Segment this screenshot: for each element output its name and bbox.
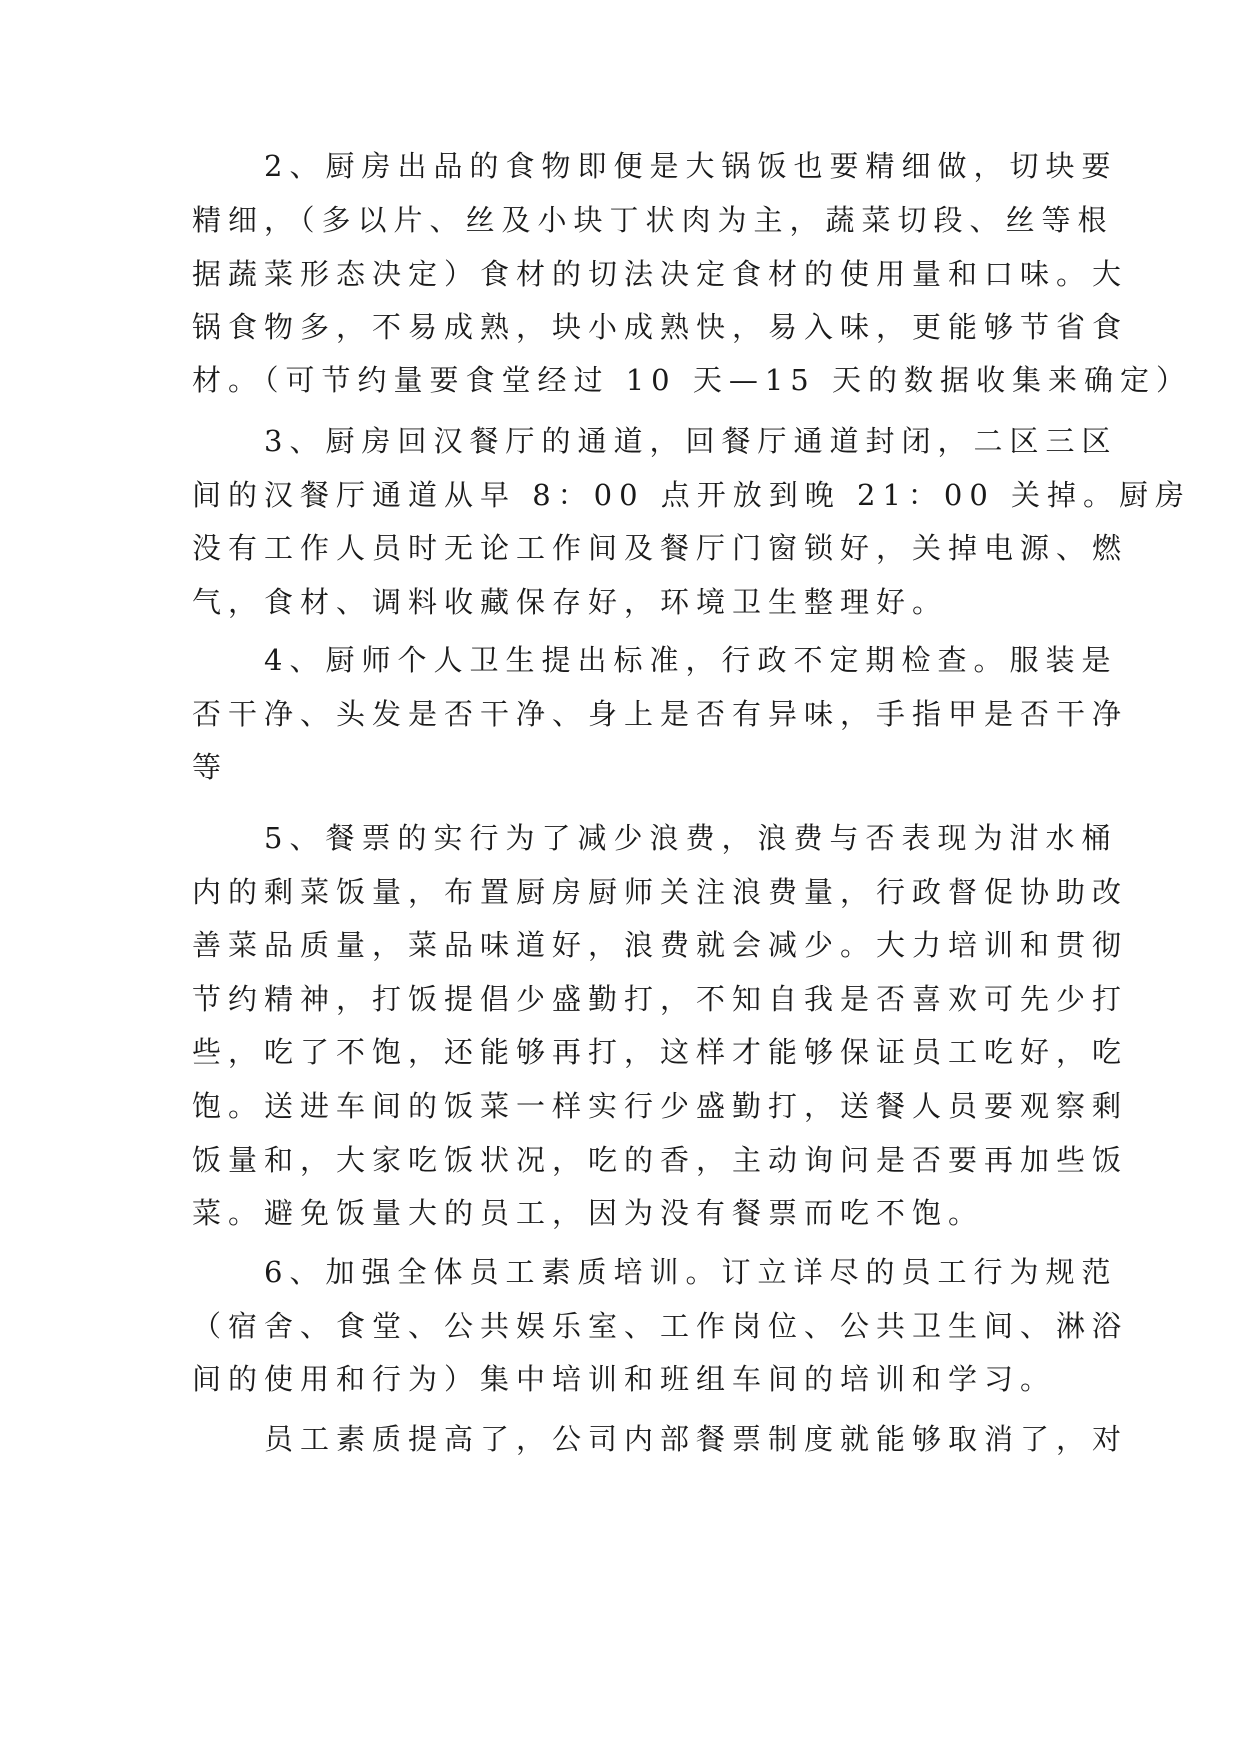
text-line: 善菜品质量，菜品味道好，浪费就会减少。大力培训和贯彻 <box>192 928 1129 962</box>
text-line: 4、厨师个人卫生提出标准，行政不定期检查。服装是 <box>192 643 1118 677</box>
text-line: 材。（可节约量要食堂经过 10 天—15 天的数据收集来确定） <box>192 363 1192 397</box>
text-line: 节约精神，打饭提倡少盛勤打，不知自我是否喜欢可先少打 <box>192 982 1129 1016</box>
text-line: 锅食物多，不易成熟，块小成熟快，易入味，更能够节省食 <box>192 310 1129 344</box>
text-line: 否干净、头发是否干净、身上是否有异味，手指甲是否干净 <box>192 697 1129 731</box>
text-line: 没有工作人员时无论工作间及餐厅门窗锁好，关掉电源、燃 <box>192 531 1129 565</box>
text-line: 3、厨房回汉餐厅的通道，回餐厅通道封闭，二区三区 <box>192 424 1118 458</box>
text-line: 间的使用和行为）集中培训和班组车间的培训和学习。 <box>192 1362 1057 1396</box>
text-line: 5、餐票的实行为了减少浪费，浪费与否表现为泔水桶 <box>192 821 1118 855</box>
text-line: 饭量和，大家吃饭状况，吃的香，主动询问是否要再加些饭 <box>192 1143 1129 1177</box>
text-line: 等 <box>192 750 229 784</box>
text-line: 菜。避免饭量大的员工，因为没有餐票而吃不饱。 <box>192 1196 985 1230</box>
text-line: 饱。送进车间的饭菜一样实行少盛勤打，送餐人员要观察剩 <box>192 1089 1129 1123</box>
text-line: 据蔬菜形态决定）食材的切法决定食材的使用量和口味。大 <box>192 257 1129 291</box>
text-line: （宿舍、食堂、公共娱乐室、工作岗位、公共卫生间、淋浴 <box>192 1309 1129 1343</box>
text-line: 内的剩菜饭量，布置厨房厨师关注浪费量，行政督促协助改 <box>192 875 1129 909</box>
text-line: 员工素质提高了，公司内部餐票制度就能够取消了，对 <box>192 1422 1129 1456</box>
text-line: 气，食材、调料收藏保存好，环境卫生整理好。 <box>192 585 949 619</box>
text-line: 6、加强全体员工素质培训。订立详尽的员工行为规范 <box>192 1255 1118 1289</box>
text-line: 间的汉餐厅通道从早 8：00 点开放到晚 21：00 关掉。厨房 <box>192 478 1192 512</box>
text-line: 2、厨房出品的食物即便是大锅饭也要精细做，切块要 <box>192 149 1118 183</box>
text-line: 些，吃了不饱，还能够再打，这样才能够保证员工吃好，吃 <box>192 1035 1129 1069</box>
text-line: 精细，（多以片、丝及小块丁状肉为主，蔬菜切段、丝等根 <box>192 203 1114 237</box>
